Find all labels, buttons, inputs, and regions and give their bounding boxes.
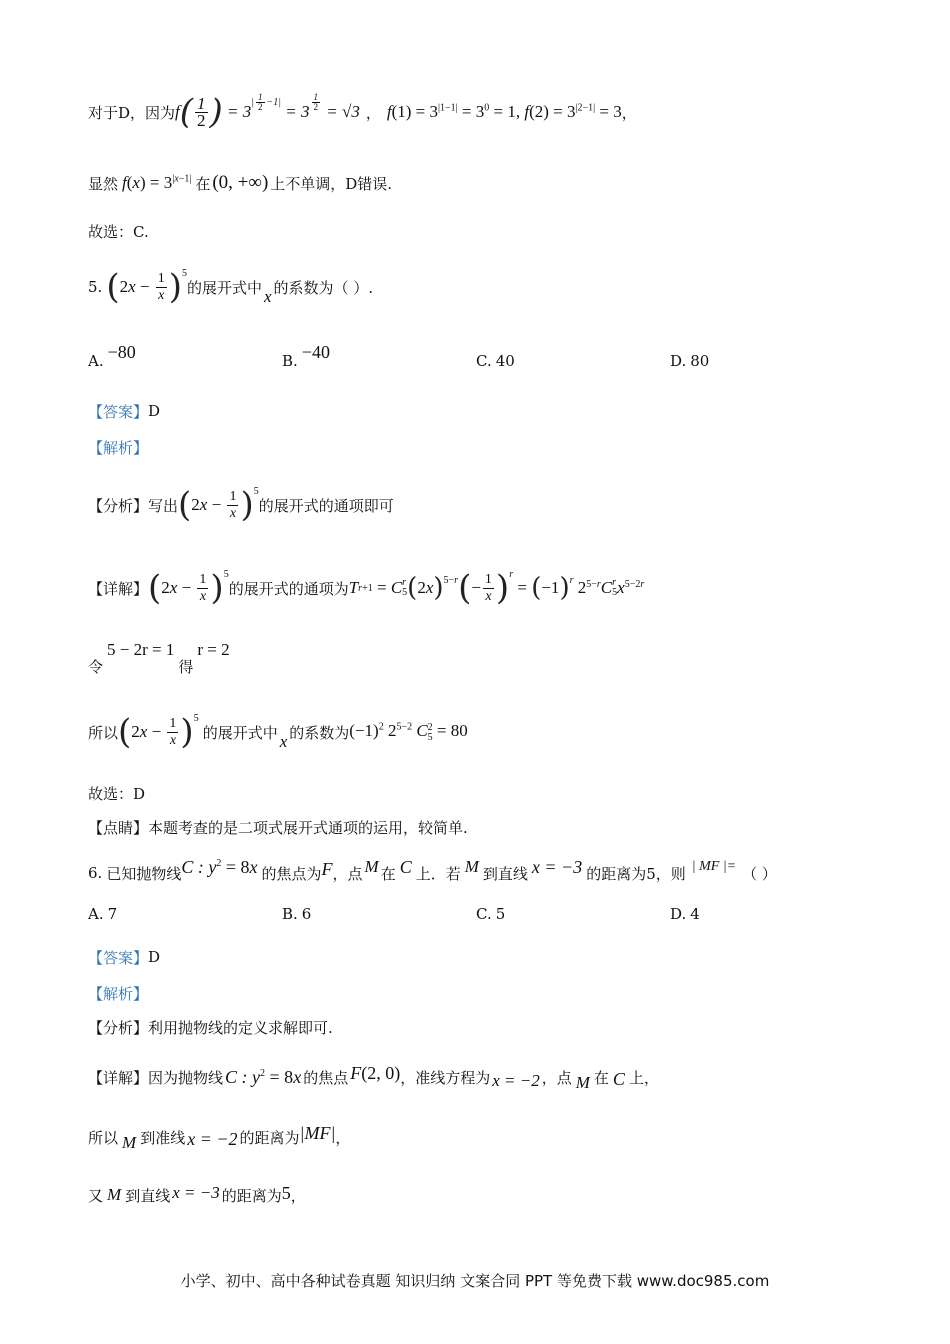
fenxi-tag: 【分析】 (88, 1018, 149, 1037)
q6-stem7: 的距离为5，则 (586, 864, 686, 883)
xiangjie-binomial: ( 2 x − $\frac{1}{x}$ ) $^5$ (148, 568, 229, 608)
q6-xiangjie-line2 (88, 1120, 350, 1154)
q5-option-a[interactable] (88, 342, 282, 374)
option-label: D. (670, 905, 687, 923)
q5-option-d[interactable] (670, 342, 864, 374)
option-value: 7 (107, 905, 118, 923)
dianjing-tag: 【点睛】 (88, 818, 149, 837)
q6-M2: M (464, 857, 479, 876)
l3-line: x = −3 (172, 1183, 220, 1202)
q6-stem (88, 856, 777, 890)
l3d: ， (290, 1186, 306, 1205)
answer-tag: 【答案】 (88, 402, 149, 421)
q6-C: C (399, 856, 412, 877)
q4-line2-interval: (0, +∞) (212, 172, 269, 193)
q4-line-1 (88, 88, 637, 136)
xiangjie-tag: 【详解】 (88, 579, 149, 598)
general-term: T r+1 = C r 5 ( 2 x ) $^{5-r}$ ( − $\frac{1}{x}$ ) $^r$ = ( −1 ) $^r$ 2 $^{5-r}$ C r 5 x $^{5-2r}$ (348, 568, 645, 608)
option-value: 40 (495, 352, 515, 370)
fenxi-binomial: ( 2 x − $\frac{1}{x}$ ) $^5$ (178, 485, 259, 525)
xj-curve: C : $y^2 = 8x$ (225, 1066, 302, 1087)
q5-dianjing (88, 816, 468, 838)
q5-ling (88, 636, 230, 676)
l3a: 又 (88, 1186, 104, 1205)
q5-number: 5. (88, 278, 103, 296)
option-label: B. (282, 352, 298, 370)
l2-M: M (122, 1133, 137, 1152)
suoyi-post: 的系数为 (289, 723, 350, 742)
option-label: D. (670, 352, 687, 370)
q5-stem-mid: 的展开式中 (186, 278, 262, 297)
q4-line2-function: $f(x) = 3^{|x-1|}$ (122, 173, 192, 192)
fenxi-pre: 写出 (148, 496, 179, 515)
q6-xiangjie-line3 (88, 1180, 306, 1210)
l2-directrix: x = −2 (187, 1128, 238, 1149)
q6-answer (88, 946, 160, 968)
option-value: 5 (495, 905, 506, 923)
q6-line: x = −3 (531, 856, 583, 877)
ling-text: 令 (88, 657, 104, 676)
q5-stem-end: 的系数为（ ）. (273, 278, 374, 297)
q4-line1-prefix: 对于D，因为 (88, 103, 176, 122)
suoyi-var: x (279, 732, 288, 751)
xj-C: C (612, 1068, 625, 1089)
q4-line2-prefix: 显然 (88, 174, 119, 193)
q6-F: F (321, 858, 333, 879)
option-value: −80 (107, 342, 136, 362)
option-value: 4 (690, 905, 700, 923)
answer-value: D (148, 402, 161, 420)
xj6: 上， (628, 1068, 659, 1087)
suoyi-binomial: ( 2 x − $\frac{1}{x}$ ) $^5$ (118, 712, 199, 752)
q6-option-a[interactable] (88, 905, 282, 929)
q6-xiangjie-line1 (88, 1060, 659, 1094)
q5-choose (88, 782, 145, 804)
q6-curve: C : $y^2 = 8x$ (181, 856, 258, 877)
suoyi-text: 所以 (88, 723, 119, 742)
xj5: 在 (593, 1068, 609, 1087)
q6-stem5: 上．若 (415, 864, 461, 883)
option-label: B. (282, 905, 298, 923)
q4-line1-end: ， (621, 103, 637, 122)
q6-fenxi (88, 1016, 333, 1038)
l3-M: M (107, 1185, 122, 1204)
suoyi-mid: 的展开式中 (202, 723, 278, 742)
analysis-tag: 【解析】 (88, 438, 149, 457)
option-label: C. (476, 905, 492, 923)
option-value: 6 (301, 905, 312, 923)
answer-tag: 【答案】 (88, 948, 149, 967)
xiangjie-text: 的展开式的通项为 (228, 579, 349, 598)
q5-option-b[interactable] (282, 342, 476, 374)
q5-suoyi (88, 707, 468, 757)
q5-stem-var: x (264, 287, 272, 306)
q6-option-c[interactable] (476, 905, 670, 929)
l3b: 到直线 (125, 1186, 171, 1205)
q5-stem (88, 262, 373, 312)
q6-stem3: ，点 (332, 864, 363, 883)
q6-stem4: 在 (380, 864, 396, 883)
analysis-tag: 【解析】 (88, 984, 149, 1003)
q5-xiangjie (88, 563, 644, 613)
q5-choose-text: 故选：D (88, 784, 146, 803)
q6-stem2: 的焦点为 (261, 864, 322, 883)
fenxi-post: 的展开式的通项即可 (258, 496, 394, 515)
q6-stem1: 已知抛物线 (106, 864, 182, 883)
q4-choose (88, 220, 149, 242)
l3-val: 5 (281, 1182, 291, 1203)
q4-line2-end: 上不单调，D错误. (270, 174, 393, 193)
footer-banner: 小学、初中、高中各种试卷真题 知识归纳 文案合同 PPT 等免费下载 www.doc985.com (180, 1272, 770, 1290)
option-value: −40 (301, 342, 330, 362)
xj3: ，准线方程为 (400, 1068, 491, 1087)
ling-eq2: r = 2 (197, 640, 230, 659)
l2c: 的距离为 (239, 1128, 300, 1147)
q4-sep: ， (365, 103, 381, 122)
f-one-expression: $f(1) = 3^{|1-1|} = 3^0 = 1$, $f(2) = 3^{|2-1|} = 3$ (386, 102, 622, 121)
xj4: ，点 (541, 1068, 572, 1087)
q6-number: 6. (88, 864, 103, 882)
de-text: 得 (178, 657, 194, 676)
xiangjie-tag: 【详解】 (88, 1068, 149, 1087)
q6-MF: | MF |= (691, 859, 737, 874)
l2d: ， (335, 1128, 351, 1147)
xj2: 的焦点 (303, 1068, 349, 1087)
option-label: C. (476, 352, 492, 370)
f-half-expression: f ( $\frac{1}{2}$ ) = 3 $^{| \frac{1}{2} -1|}$ = 3 $^{\frac{1}{2}}$ = √3 (175, 91, 360, 132)
l2a: 所以 (88, 1128, 119, 1147)
q4-line-2 (88, 166, 392, 200)
q6-M: M (364, 857, 379, 876)
q6-option-d[interactable] (670, 905, 864, 929)
q5-answer (88, 400, 160, 422)
xj1: 因为抛物线 (148, 1068, 224, 1087)
q6-option-b[interactable] (282, 905, 476, 929)
l2-MF: |MF| (299, 1122, 336, 1143)
q6-stem6: 到直线 (482, 864, 528, 883)
option-label: A. (88, 352, 104, 370)
q4-line2-mid: 在 (195, 174, 211, 193)
option-label: A. (88, 905, 104, 923)
suoyi-coef: $(-1)^2$ $2^{5-2}$ C 2 5 = 80 (349, 721, 468, 743)
q4-choose-text: 故选：C. (88, 222, 149, 241)
q6-options (88, 905, 868, 929)
q6-analysis-heading (88, 982, 148, 1004)
q5-options (88, 342, 868, 374)
q5-option-c[interactable] (476, 342, 670, 374)
xj-directrix: x = −2 (492, 1071, 540, 1090)
q5-analysis-heading (88, 436, 148, 458)
q5-fenxi (88, 480, 394, 530)
ling-eq1: 5 − 2r = 1 (107, 640, 175, 659)
q5-binomial: ( 2 x − $\frac{1}{x}$ ) $^5$ (106, 267, 187, 307)
l2b: 到准线 (140, 1128, 186, 1147)
l3c: 的距离为 (221, 1186, 282, 1205)
q6-stem8: （ ） (742, 864, 777, 883)
dianjing-text: 本题考查的是二项式展开式通项的运用，较简单. (148, 818, 468, 837)
xj-focus: F(2, 0) (350, 1062, 401, 1083)
xj-M: M (575, 1073, 590, 1092)
option-value: 80 (690, 352, 710, 370)
fenxi-tag: 【分析】 (88, 496, 149, 515)
fenxi-text: 利用抛物线的定义求解即可. (148, 1018, 333, 1037)
answer-value: D (148, 948, 161, 966)
